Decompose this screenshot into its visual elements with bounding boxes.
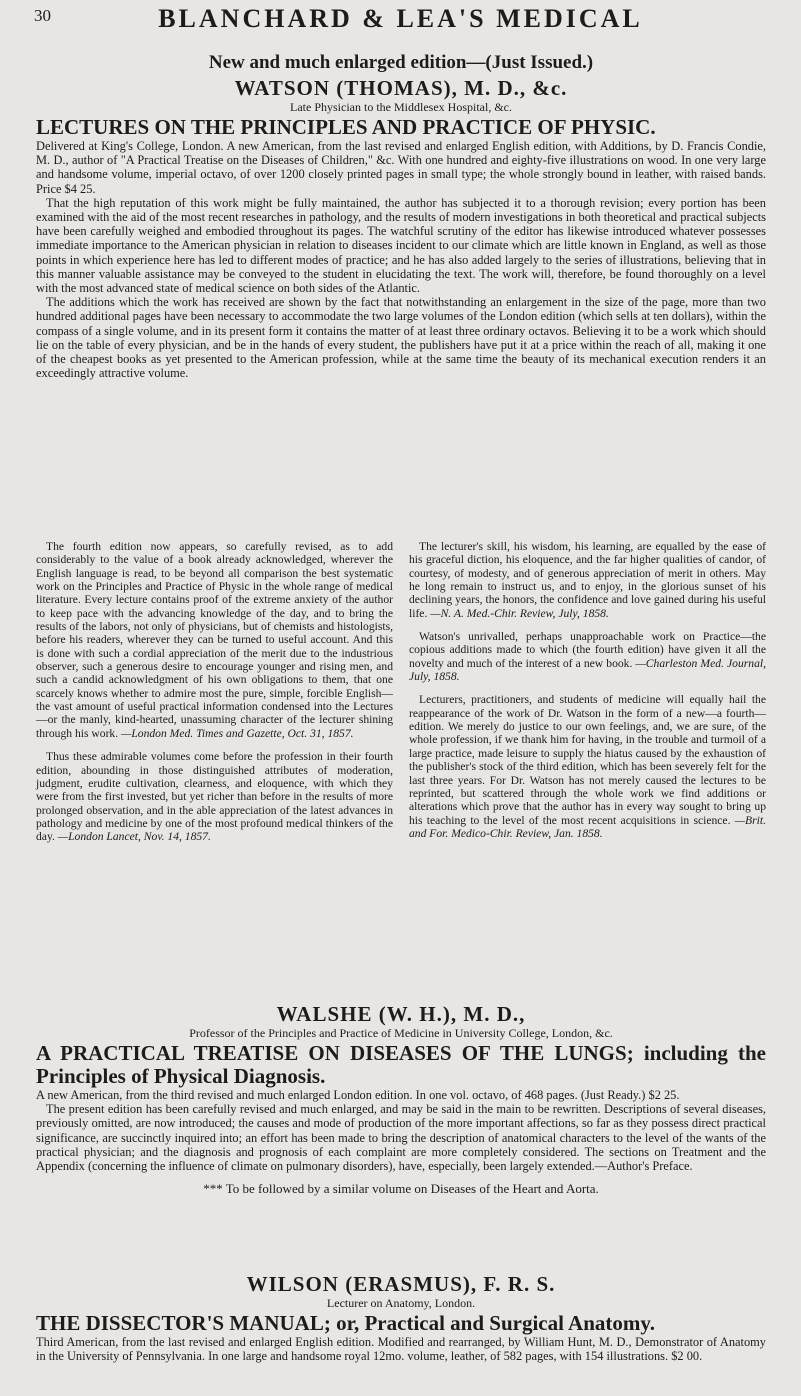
review-brit-for: Lecturers, practitioners, and students of medicine will equally hail the reappearance of the work of Dr. Watson in the form of a new—a fourth—edition. We merely do justice to our own feelings, and, we are sure, of the whole profession, if we thank him for having, in the trouble and turmoil of a large practice, made leisure to supply the hiatus caused by the exhaustion of the publisher's stock of the third edition, which has been severely felt for the last three years. For Dr. Watson has not merely caused the lectures to be reprinted, but scattered through the whole work we find additions or alterations which prove that the author has in every way sought to bring up his teaching to the level of the most recent acquisitions in science. —Brit. and For. Medico-Chir. Review, Jan. 1858. [409,693,766,840]
wilson-author: WILSON (ERASMUS), F. R. S. [246,1272,556,1296]
watson-title: LECTURES ON THE PRINCIPLES AND PRACTICE OF PHYSIC. [36,115,656,139]
running-head: BLANCHARD & LEA'S MEDICAL [158,4,643,33]
walshe-publication-details: A new American, from the third revised and much enlarged London edition. In one vol. octavo, of 468 pages. (Just Ready.) $2 25. [36,1088,680,1102]
wilson-entry [36,1272,766,1363]
page-number: 30 [34,6,51,25]
review-source: —London Lancet, Nov. 14, 1857. [57,830,211,844]
review-source: —N. A. Med.-Chir. Review, July, 1858. [430,606,609,620]
review-charleston: Watson's unrivalled, perhaps unapproachable work on Practice—the copious additions made to which (the fourth edition) have given it all the novelty and much of the interest of a new book. —Charleston Med. Journal, July, 1858. [409,630,766,684]
wilson-title: THE DISSECTOR'S MANUAL; or, Practical and Surgical Anatomy. [36,1311,655,1335]
review-med-chir: The lecturer's skill, his wisdom, his learning, are equalled by the ease of his graceful diction, his eloquence, and the far higher qualities of candor, of courtesy, of modesty, and of generous appreciation of merit in others. May he long remain to instruct us, and to enjoy, in the glorious sunset of his declining years, the honors, the confidence and love gained during his useful life. —N. A. Med.-Chir. Review, July, 1858. [409,540,766,620]
walshe-author-description: Professor of the Principles and Practice of Medicine in University College, London, &c. [189,1026,613,1040]
watson-publication-details: Delivered at King's College, London. A new American, from the last revised and enlarged English edition, with Additions, by D. Francis Condie, M. D., author of "A Practical Treatise on the Diseases of Children," &c. With one hundred and eighty-five illustrations on wood. In one very large and handsome volume, imperial octavo, of over 1200 closely printed pages in small type; the whole strongly bound in leather, with raised bands. Price $4 25. [36,139,766,196]
wilson-author-description: Lecturer on Anatomy, London. [326,1296,476,1310]
reviews-left-column [36,540,393,844]
watson-revision-paragraph: That the high reputation of this work might be fully maintained, the author has subjected it to a thorough revision; every portion has been examined with the aid of the most recent researches in pathology, and the results of modern investigations in both theoretical and practical subjects have been carefully weighed and embodied throughout its pages. The watchful scrutiny of the editor has likewise introduced whatever possesses immediate importance to the American physician in relation to diseases incident to our climate which are little known in England, as well as those points in which experience here has led to different modes of practice; and he has also added largely to the series of illustrations, believing that in this manner valuable assistance may be conveyed to the student in elucidating the text. The work will, therefore, be found thoroughly on a level with the most advanced state of medical science on both sides of the Atlantic. [36,195,766,296]
walshe-entry [36,1002,766,1196]
wilson-publication-details: Third American, from the last revised and enlarged English edition. Modified and rearranged, by William Hunt, M. D., Demonstrator of Anatomy in the University of Pennsylvania. In one large and handsome royal 12mo. volume, leather, of 582 pages, with 154 illustrations. $2 00. [36,1335,766,1364]
reviews-right-column [409,540,766,844]
new-edition-announcement: New and much enlarged edition—(Just Issued.) [208,52,594,73]
walshe-preface-paragraph: The present edition has been carefully revised and much enlarged, and may be said in the main to be rewritten. Descriptions of several diseases, previously omitted, are now introduced; the causes and mode of production of the more important affections, so far as they possess direct practical significance, are succinctly inquired into; an effort has been made to bring the description of anatomical characters to the level of the wants of the practical physician; and the diagnosis and prognosis of each complaint are more completely considered. The sections on Treatment and the Appendix (concerning the influence of climate on pulmonary disorders), have, especially, been largely extended.—Author's Preface. [36,1102,766,1174]
watson-author-description: Late Physician to the Middlesex Hospital, &c. [290,100,512,114]
review-lancet: Thus these admirable volumes come before the profession in their fourth edition, abounding in those distinguished attributes of moderation, judgment, erudite cultivation, clearness, and eloquence, with which they were from the first invested, but yet richer than before in the results of more prolonged observation, and in the able appreciation of the latest advances in pathology and medicine by one of the most profound medical thinkers of the day. —London Lancet, Nov. 14, 1857. [36,750,393,844]
review-source: —Brit. and For. Medico-Chir. Review, Jan. 1858. [409,813,766,840]
watson-reviews [36,540,766,844]
watson-author: WATSON (THOMAS), M. D., &c. [234,76,568,100]
watson-entry [36,76,766,380]
review-source: —London Med. Times and Gazette, Oct. 31, 1857. [121,726,354,740]
watson-additions-paragraph: The additions which the work has received are shown by the fact that notwithstanding an enlargement in the size of the page, more than two hundred additional pages have been necessary to accommodate the two large volumes of the London edition (which sells at ten dollars), within the compass of a single volume, and in its present form it contains the matter of at least three ordinary octavos. Believing it to be a work which should lie on the table of every physician, and be in the hands of every student, the publishers have put it at a price within the reach of all, making it one of the cheapest books as yet presented to the American profession, while at the same time the beauty of its mechanical execution renders it an exceedingly attractive volume. [36,295,766,381]
review-source: —Charleston Med. Journal, July, 1858. [409,656,766,684]
review-times-gazette: The fourth edition now appears, so carefully revised, as to add considerably to the value of a book already acknowledged, wherever the English language is read, to be beyond all comparison the best systematic work on the Principles and Practice of Physic in the whole range of medical literature. Every lecture contains proof of the extreme anxiety of the author to keep pace with the advancing knowledge of the day, and to bring the results of the labors, not only of physicians, but of chemists and histologists, before his readers, wherever they can be turned to useful account. And this is done with such a cordial appreciation of the merit due to the industrious observer, such a generous desire to encourage younger and rising men, and such a candid acknowledgment of his own obligations to them, that one scarcely knows whether to admire most the pure, simple, forcible English—the vast amount of useful practical information condensed into the Lectures—or the manly, kind-hearted, unassuming character of the lecturer shining through his work. —London Med. Times and Gazette, Oct. 31, 1857. [36,540,393,740]
walshe-title: A PRACTICAL TREATISE ON DISEASES OF THE LUNGS; including the Principles of Physical Diagnosis. [36,1041,766,1088]
walshe-author: WALSHE (W. H.), M. D., [276,1002,526,1026]
walshe-note: *** To be followed by a similar volume on Diseases of the Heart and Aorta. [203,1181,599,1197]
